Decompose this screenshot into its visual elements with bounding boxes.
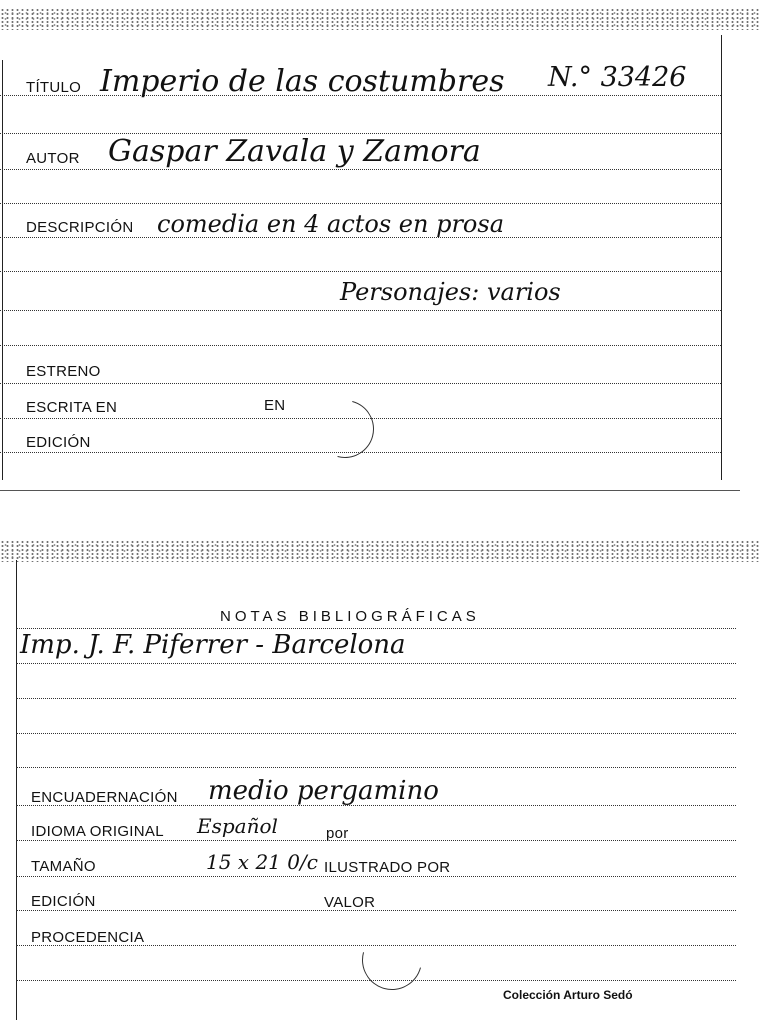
edicion-label: EDICIÓN: [26, 434, 91, 451]
notas-heading: NOTAS BIBLIOGRÁFICAS: [220, 608, 480, 625]
procedencia-label: PROCEDENCIA: [31, 929, 145, 946]
autor-value: Gaspar Zavala y Zamora: [108, 134, 481, 169]
catalog-card-front: [0, 0, 759, 495]
por-label: por: [326, 825, 349, 842]
tamano-label: TAMAÑO: [31, 858, 96, 875]
encuadernacion-value: medio pergamino: [208, 776, 439, 806]
descripcion-value: comedia en 4 actos en prosa: [157, 210, 505, 238]
descripcion-label: DESCRIPCIÓN: [26, 219, 134, 236]
ilustrado-label: ILUSTRADO POR: [324, 859, 451, 876]
valor-label: VALOR: [324, 894, 376, 911]
idioma-value: Español: [197, 814, 278, 838]
personajes-value: Personajes: varios: [340, 278, 561, 306]
catalog-card-back: [0, 540, 759, 1028]
encuadernacion-label: ENCUADERNACIÓN: [31, 789, 178, 806]
scan-noise-top: [0, 8, 759, 30]
hole-punch-mark-front: [305, 389, 384, 468]
edicion-back-label: EDICIÓN: [31, 893, 96, 910]
estreno-label: ESTRENO: [26, 363, 101, 380]
en-label: EN: [264, 397, 286, 414]
tamano-value: 15 x 21 0/c: [206, 850, 318, 874]
notas-value: Imp. J. F. Piferrer - Barcelona: [20, 630, 406, 660]
card-front-right-border: [721, 35, 722, 480]
card-front-bottom-edge: [0, 490, 740, 491]
hole-punch-mark-back: [351, 919, 433, 1001]
escrita-en-label: ESCRITA EN: [26, 399, 118, 416]
card-back-left-border: [16, 560, 17, 1020]
titulo-value: Imperio de las costumbres: [100, 64, 505, 99]
catalog-number: N.° 33426: [548, 62, 687, 93]
card-front-left-border: [2, 60, 3, 480]
autor-label: AUTOR: [26, 150, 80, 167]
titulo-label: TÍTULO: [26, 79, 82, 96]
idioma-label: IDIOMA ORIGINAL: [31, 823, 164, 840]
collection-credit: Colección Arturo Sedó: [503, 988, 633, 1002]
scan-noise-bottom: [0, 540, 759, 562]
